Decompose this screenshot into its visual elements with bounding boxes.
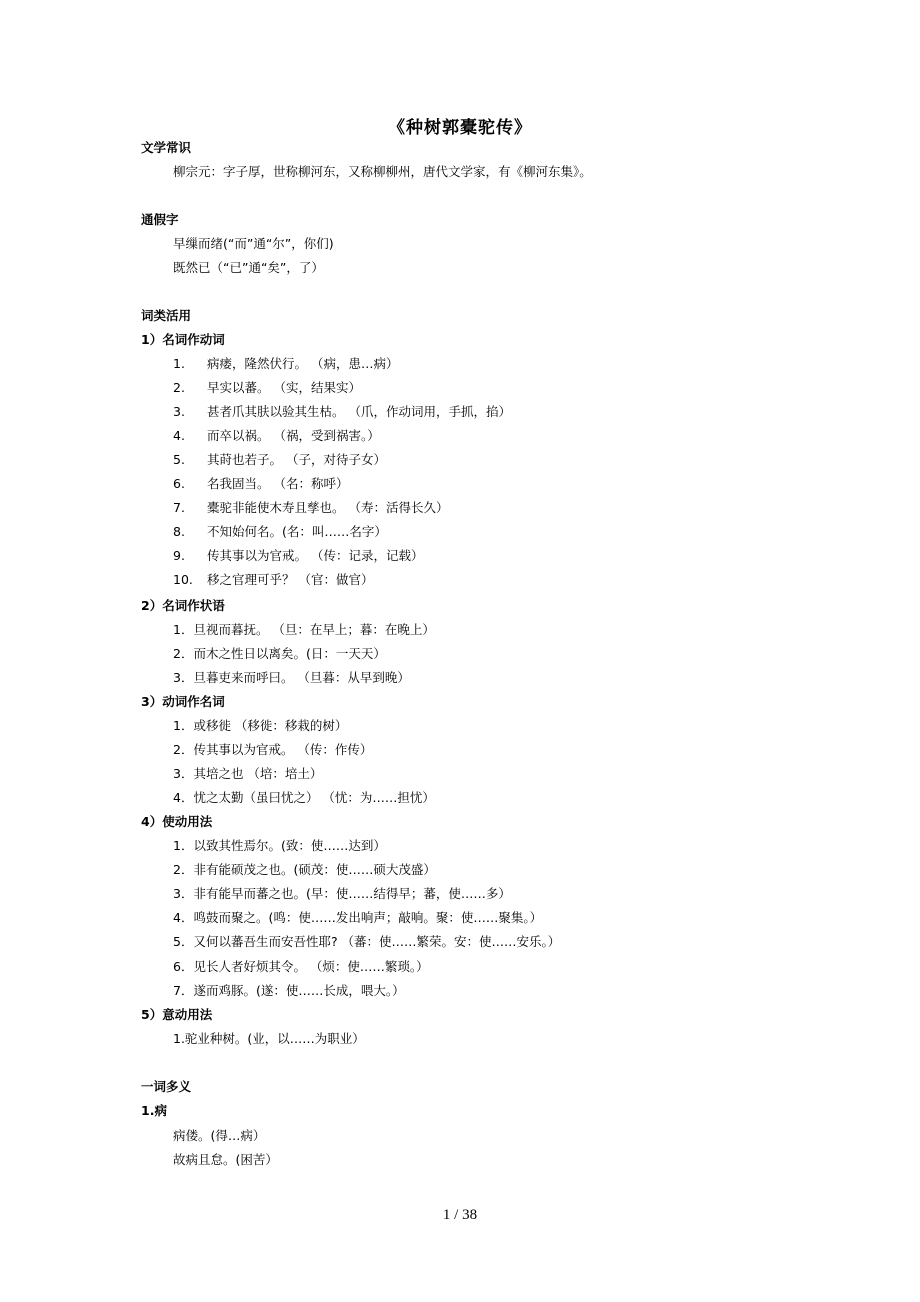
tongjiazi-line: 既然已（“已”通“矣”，了） [173,260,324,275]
list-item [173,547,423,565]
item-number: 6. [173,476,185,491]
polysemy-line: 病偻。(得…病） [173,1128,266,1143]
item-number: 2. [173,380,185,395]
item-number: 1. [173,356,185,371]
subsection-heading: 3）动词作名词 [141,694,225,709]
list-item [173,355,398,373]
list-item: 1．旦视而暮抚。 （旦：在早上；暮：在晚上） [173,622,435,637]
item-number: 9. [173,548,185,563]
list-item: 3．非有能早而蕃之也。(早：使……结得早；蕃，使……多） [173,886,511,901]
item-number: 10. [173,572,193,587]
polysemy-word: 1.病 [141,1103,167,1118]
list-item [173,403,511,421]
list-item: 1．或移徙 （移徙：移栽的树） [173,718,348,733]
list-item [173,523,387,541]
item-text: 传其事以为官戒。 （传：记录，记载） [207,548,424,563]
section-heading-word-class: 词类活用 [141,308,192,323]
list-item [173,451,386,469]
item-number: 7. [173,500,185,515]
list-item [173,475,348,493]
item-text: 病瘘，隆然伏行。 （病，患…病） [207,356,399,371]
item-text: 而卒以祸。 （祸，受到祸害。） [207,428,380,443]
subsection-heading: 4）使动用法 [141,814,213,829]
tongjiazi-line: 早缫而绪(“而”通“尔”，你们) [173,236,334,251]
item-text: 名我固当。 （名：称呼） [207,476,349,491]
list-item: 1.驼业种树。(业，以……为职业） [173,1031,365,1046]
subsection-heading: 1）名词作动词 [141,332,225,347]
list-item: 4．鸣鼓而聚之。(鸣：使……发出响声；敲响。聚：使……聚集。） [173,910,543,925]
list-item: 3．其培之也 （培：培土） [173,766,323,781]
list-item: 3．旦暮吏来而呼曰。 （旦暮：从早到晚） [173,670,410,685]
item-number: 4. [173,428,185,443]
item-number: 8. [173,524,185,539]
list-item: 5．又何以蕃吾生而安吾性耶? （蕃：使……繁荣。安：使……安乐。） [173,934,561,949]
subsection-heading: 2）名词作状语 [141,598,225,613]
section-heading-literature: 文学常识 [141,140,192,155]
polysemy-line: 故病且怠。(困苦） [173,1152,278,1167]
page-number: 1 / 38 [442,1207,478,1223]
list-item: 2．传其事以为官戒。 （传：作传） [173,742,373,757]
item-number: 5. [173,452,185,467]
literature-text: 柳宗元：字子厚，世称柳河东，又称柳柳州，唐代文学家，有《柳河东集》。 [173,164,592,179]
item-text: 其莳也若子。 （子，对待子女） [207,452,386,467]
list-item [173,571,373,589]
subsection-heading: 5）意动用法 [141,1007,213,1022]
section-heading-tongjiazi: 通假字 [141,212,179,227]
item-text: 橐驼非能使木寿且孳也。 （寿：活得长久） [207,500,449,515]
section-heading-polysemy: 一词多义 [141,1079,192,1094]
item-text: 移之官理可乎？ （官：做官） [207,572,374,587]
item-number: 3. [173,404,185,419]
item-text: 甚者爪其肤以验其生枯。 （爪，作动词用，手抓，掐） [207,404,511,419]
list-item: 4．忧之太勤（虽曰忧之） （忧：为……担忧） [173,790,435,805]
list-item [173,427,380,445]
list-item [173,499,448,517]
page-title: 《种树郭橐驼传》 [388,118,532,138]
list-item: 6．见长人者好烦其令。 （烦：使……繁琐。） [173,959,429,974]
list-item [173,379,361,397]
list-item: 7．遂而鸡豚。(遂：使……长成，喂大。） [173,983,405,998]
list-item: 2．而木之性日以离矣。(日：一天天） [173,646,386,661]
list-item: 2．非有能硕茂之也。(硕茂：使……硕大茂盛） [173,862,436,877]
list-item: 1．以致其性焉尔。(致：使……达到） [173,838,386,853]
item-text: 不知始何名。(名：叫……名字） [207,524,387,539]
item-text: 早实以蕃。 （实，结果实） [207,380,361,395]
